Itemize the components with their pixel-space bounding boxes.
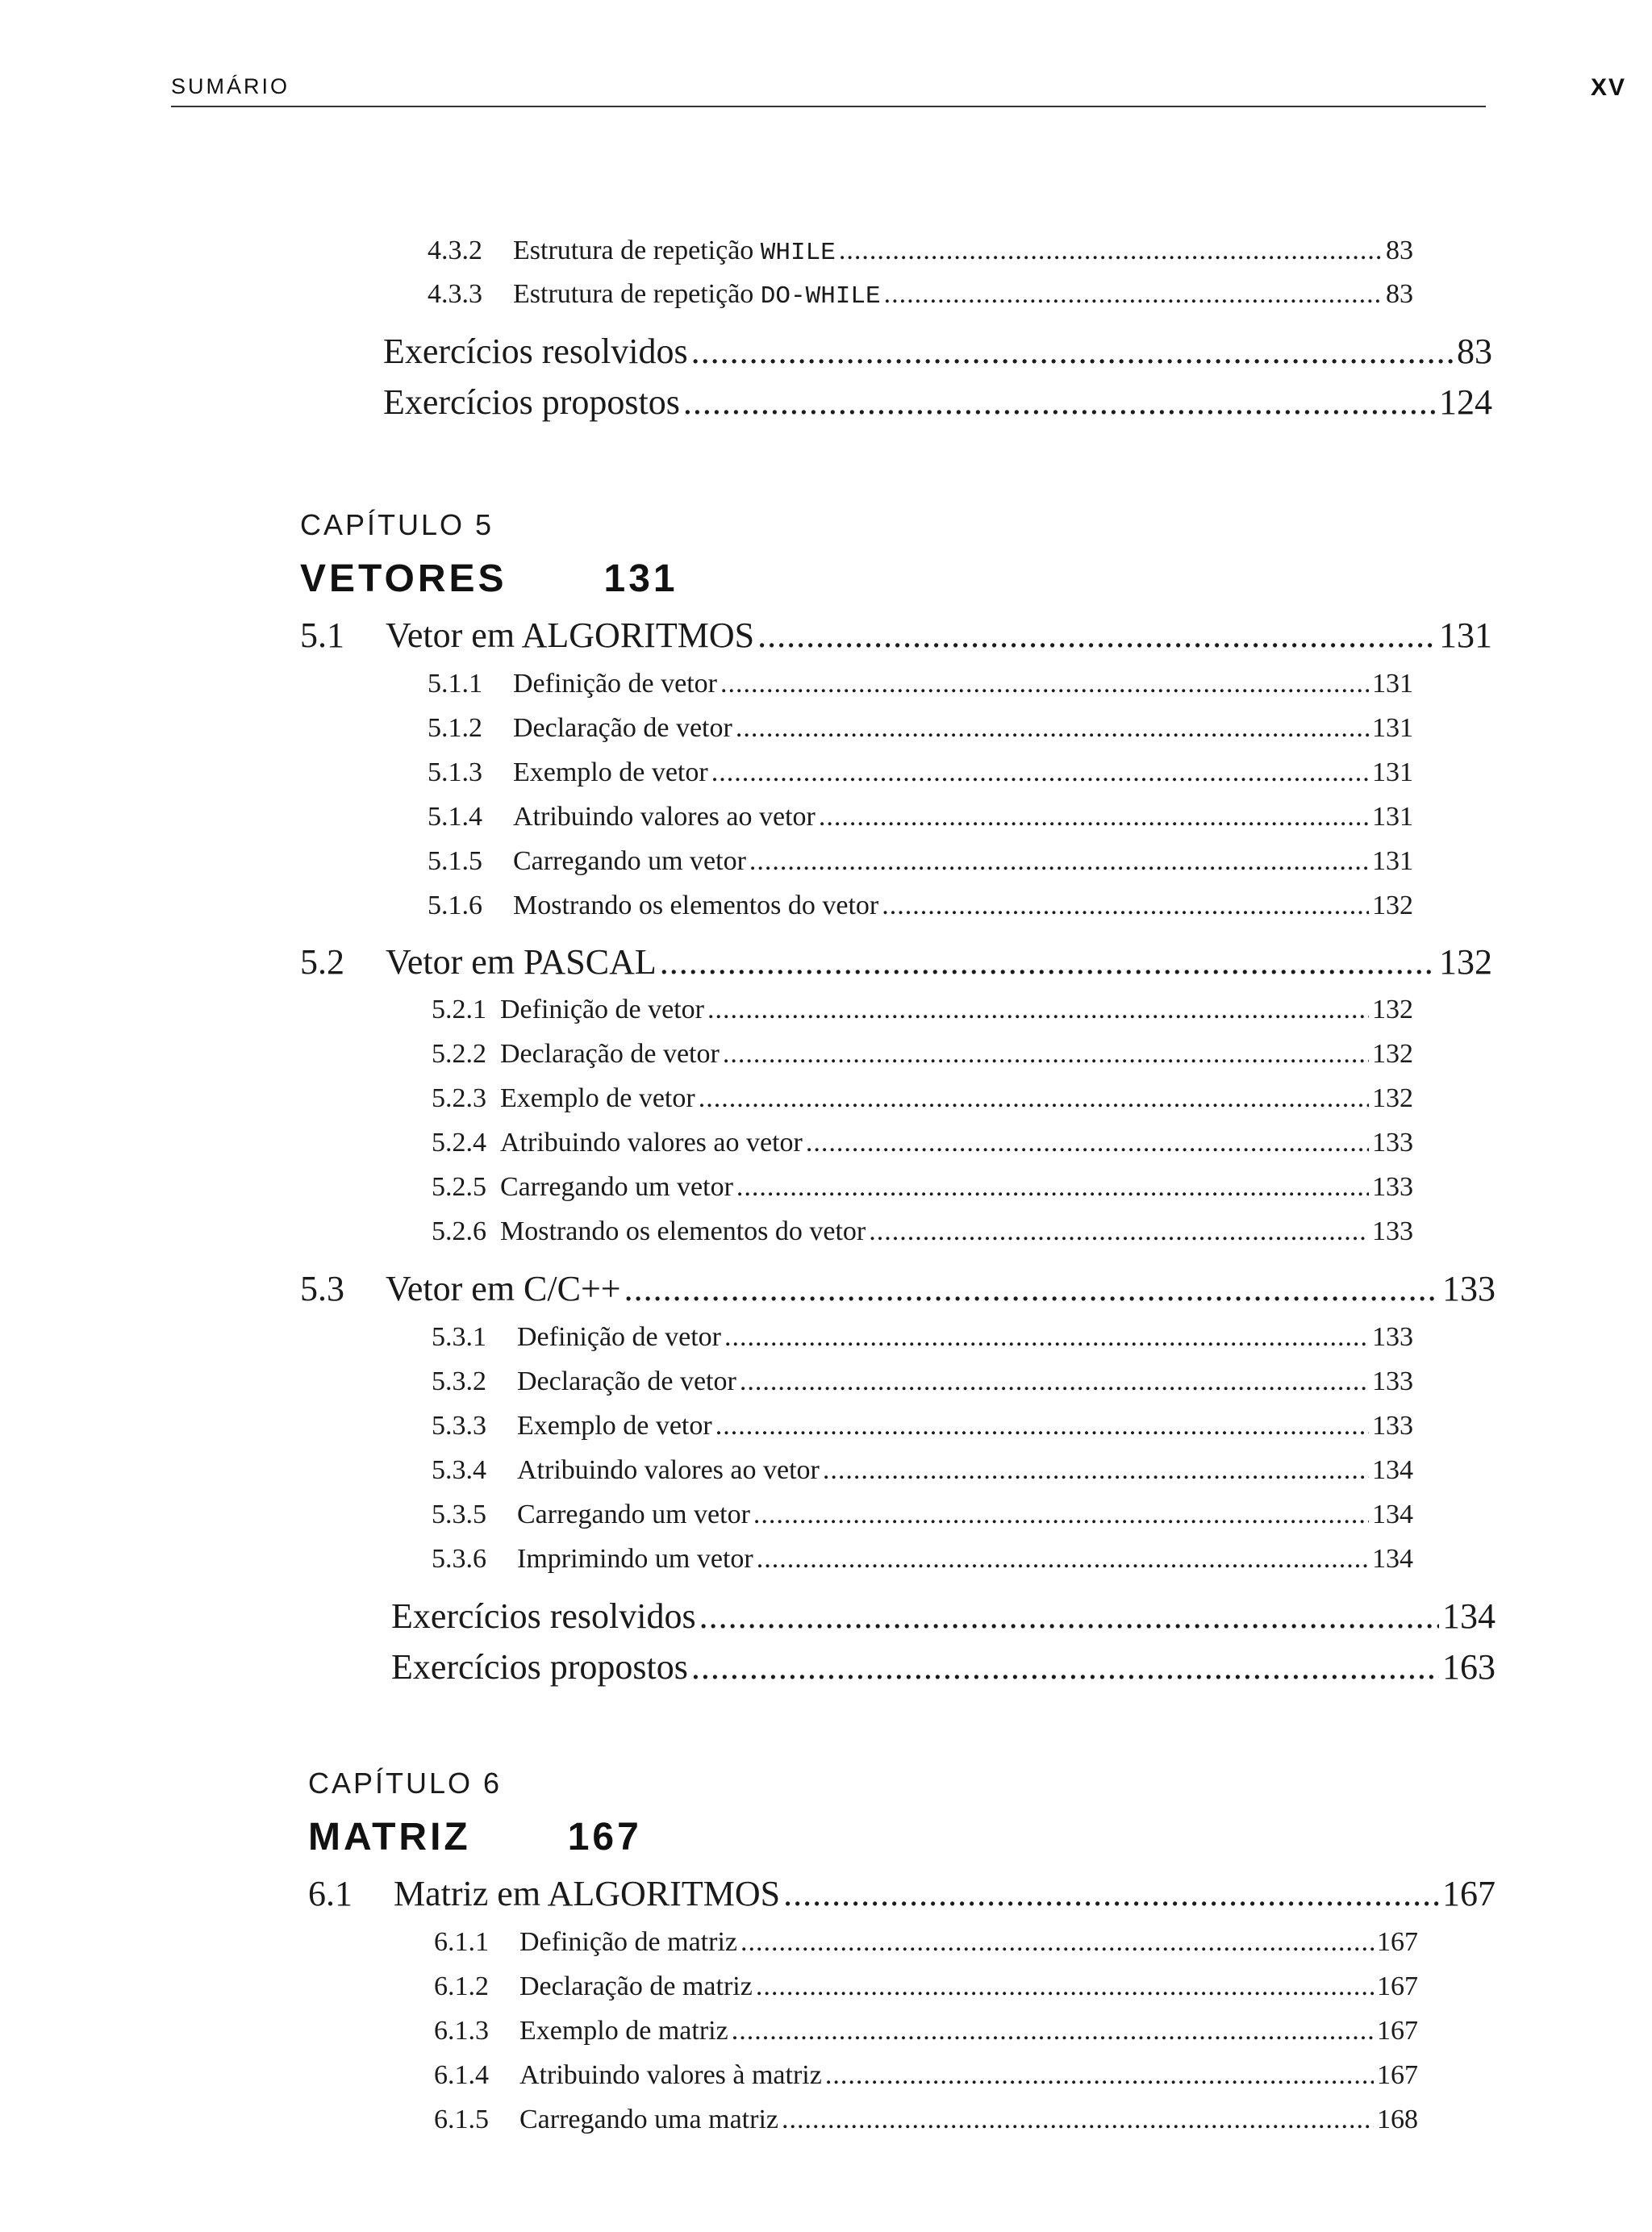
section-page: 131 <box>1439 615 1492 655</box>
leader-dots <box>882 891 1369 921</box>
toc-entry-5-1-3[interactable] <box>428 757 1413 793</box>
entry-page: 133 <box>1372 1172 1413 1202</box>
toc-entry-6-1-2[interactable] <box>434 1971 1418 2007</box>
leader-dots <box>825 2060 1374 2091</box>
header-rule <box>171 106 1486 107</box>
toc-entry-5-1-1[interactable] <box>428 669 1413 704</box>
chapter-6-page: 167 <box>567 1816 642 1859</box>
entry-page: 167 <box>1377 1971 1418 2001</box>
leader-dots <box>839 236 1383 266</box>
entry-number: 5.2.4 <box>432 1128 486 1158</box>
page-number: XV <box>1590 74 1626 101</box>
toc-entry-exercicios-resolvidos-ch4[interactable] <box>383 331 1492 376</box>
leader-dots <box>783 1873 1439 1914</box>
entry-title: Estrutura de repetição WHILE <box>513 236 836 267</box>
entry-title: Definição de vetor <box>500 995 704 1024</box>
section-page: 133 <box>1442 1269 1496 1308</box>
chapter-5-title: VETORES <box>300 557 507 600</box>
leader-dots <box>819 802 1369 832</box>
entry-title: Estrutura de repetição DO-WHILE <box>513 279 881 311</box>
entry-page: 131 <box>1372 757 1413 787</box>
entry-number: 6.1.1 <box>434 1927 489 1957</box>
entry-page: 133 <box>1372 1411 1413 1441</box>
entry-title: Exercícios propostos <box>391 1647 688 1687</box>
entry-title: Atribuindo valores ao vetor <box>517 1455 820 1485</box>
toc-section-5-2[interactable] <box>300 941 1492 987</box>
entry-page: 83 <box>1457 332 1492 371</box>
running-title: SUMÁRIO <box>171 74 290 98</box>
toc-entry-5-3-2[interactable] <box>432 1366 1413 1402</box>
toc-entry-4-3-3[interactable] <box>428 279 1413 315</box>
entry-title: Exemplo de matriz <box>519 2016 728 2046</box>
toc-entry-5-2-5[interactable] <box>432 1172 1413 1208</box>
entry-number: 5.2.5 <box>432 1172 486 1202</box>
leader-dots <box>806 1128 1369 1158</box>
entry-title: Atribuindo valores ao vetor <box>513 802 816 832</box>
entry-title: Exercícios resolvidos <box>383 332 688 371</box>
toc-section-5-1[interactable] <box>300 615 1492 660</box>
entry-page: 131 <box>1372 846 1413 876</box>
entry-number: 4.3.2 <box>428 236 482 265</box>
section-title: Matriz em ALGORITMOS <box>394 1874 781 1913</box>
chapter-6-label: CAPÍTULO 6 <box>308 1767 503 1800</box>
entry-number: 5.3.2 <box>432 1366 486 1396</box>
toc-entry-5-2-2[interactable] <box>432 1039 1413 1074</box>
entry-number: 6.1.2 <box>434 1971 489 2001</box>
entry-title: Imprimindo um vetor <box>517 1544 753 1574</box>
leader-dots <box>823 1455 1369 1486</box>
leader-dots <box>724 1322 1369 1353</box>
toc-entry-exercicios-resolvidos-ch5[interactable] <box>391 1596 1496 1641</box>
entry-page: 124 <box>1439 382 1492 422</box>
toc-entry-5-3-3[interactable] <box>432 1411 1413 1446</box>
leader-dots <box>691 331 1454 372</box>
entry-page: 167 <box>1377 1927 1418 1957</box>
entry-page: 134 <box>1442 1596 1496 1636</box>
entry-page: 167 <box>1377 2016 1418 2046</box>
chapter-5-page: 131 <box>603 557 678 600</box>
entry-page: 133 <box>1372 1216 1413 1246</box>
entry-page: 131 <box>1372 713 1413 743</box>
entry-title: Definição de matriz <box>519 1927 737 1957</box>
leader-dots <box>782 2105 1374 2135</box>
entry-number: 5.2.1 <box>432 995 486 1024</box>
toc-entry-5-1-6[interactable] <box>428 891 1413 926</box>
entry-title: Carregando um vetor <box>513 846 746 876</box>
toc-entry-5-3-5[interactable] <box>432 1500 1413 1535</box>
entry-number: 5.3.6 <box>432 1544 486 1574</box>
toc-entry-5-2-6[interactable] <box>432 1216 1413 1252</box>
entry-number: 5.2.2 <box>432 1039 486 1069</box>
section-number: 5.1 <box>300 615 344 655</box>
entry-title: Atribuindo valores ao vetor <box>500 1128 803 1158</box>
leader-dots <box>740 1927 1374 1958</box>
entry-page: 134 <box>1372 1500 1413 1529</box>
chapter-5-heading[interactable] <box>300 557 678 601</box>
entry-title: Definição de vetor <box>513 669 717 699</box>
entry-page: 168 <box>1377 2105 1418 2134</box>
entry-title: Exercícios propostos <box>383 382 680 422</box>
leader-dots <box>715 1411 1369 1441</box>
leader-dots <box>699 1083 1369 1114</box>
toc-entry-6-1-3[interactable] <box>434 2016 1418 2051</box>
leader-dots <box>723 1039 1369 1070</box>
leader-dots <box>711 757 1369 788</box>
entry-title: Exemplo de vetor <box>513 757 708 787</box>
toc-entry-5-3-1[interactable] <box>432 1322 1413 1358</box>
section-number: 5.2 <box>300 942 344 982</box>
page-header <box>171 68 1626 108</box>
entry-title: Carregando uma matriz <box>519 2105 778 2134</box>
entry-number: 5.3.4 <box>432 1455 486 1485</box>
entry-number: 6.1.5 <box>434 2105 489 2134</box>
leader-dots <box>884 279 1383 310</box>
toc-entry-5-3-6[interactable] <box>432 1544 1413 1579</box>
entry-page: 83 <box>1386 236 1413 265</box>
entry-title: Mostrando os elementos do vetor <box>500 1216 866 1246</box>
toc-section-6-1[interactable] <box>308 1873 1496 1918</box>
leader-dots <box>749 846 1369 877</box>
entry-title: Atribuindo valores à matriz <box>519 2060 822 2090</box>
toc-entry-6-1-4[interactable] <box>434 2060 1418 2096</box>
section-page: 167 <box>1442 1874 1496 1913</box>
entry-number: 4.3.3 <box>428 279 482 309</box>
entry-page: 132 <box>1372 891 1413 920</box>
entry-title: Exemplo de vetor <box>517 1411 712 1441</box>
toc-entry-5-3-4[interactable] <box>432 1455 1413 1491</box>
leader-dots <box>753 1500 1369 1530</box>
entry-number: 5.1.1 <box>428 669 482 699</box>
entry-number: 5.1.2 <box>428 713 482 743</box>
entry-number: 5.3.5 <box>432 1500 486 1529</box>
leader-dots <box>740 1366 1369 1397</box>
toc-entry-5-2-4[interactable] <box>432 1128 1413 1163</box>
section-title: Vetor em ALGORITMOS <box>386 615 755 655</box>
section-title: Vetor em C/C++ <box>386 1269 621 1308</box>
chapter-6-title: MATRIZ <box>308 1816 471 1859</box>
entry-title: Declaração de vetor <box>517 1366 736 1396</box>
entry-title: Definição de vetor <box>517 1322 721 1352</box>
toc-entry-exercicios-propostos-ch5[interactable] <box>391 1646 1496 1692</box>
entry-number: 6.1.4 <box>434 2060 489 2090</box>
entry-title: Exemplo de vetor <box>500 1083 695 1113</box>
section-title: Vetor em PASCAL <box>386 942 657 982</box>
entry-number: 5.1.3 <box>428 757 482 787</box>
entry-title: Exercícios resolvidos <box>391 1596 696 1636</box>
entry-page: 132 <box>1372 1039 1413 1069</box>
entry-title: Declaração de vetor <box>500 1039 720 1069</box>
leader-dots <box>756 1971 1374 2002</box>
entry-page: 83 <box>1386 279 1413 309</box>
toc-entry-6-1-5[interactable] <box>434 2105 1418 2140</box>
leader-dots <box>720 669 1369 699</box>
entry-title: Carregando um vetor <box>517 1500 750 1529</box>
entry-page: 163 <box>1442 1647 1496 1687</box>
entry-page: 131 <box>1372 802 1413 832</box>
leader-dots <box>757 615 1436 656</box>
entry-number: 6.1.3 <box>434 2016 489 2046</box>
entry-title: Declaração de matriz <box>519 1971 753 2001</box>
toc-entry-5-2-1[interactable] <box>432 995 1413 1030</box>
leader-dots <box>732 2016 1374 2046</box>
entry-page: 167 <box>1377 2060 1418 2090</box>
leader-dots <box>736 713 1369 744</box>
leader-dots <box>757 1544 1369 1575</box>
toc-entry-6-1-1[interactable] <box>434 1927 1418 1963</box>
entry-title: Declaração de vetor <box>513 713 732 743</box>
entry-page: 132 <box>1372 995 1413 1024</box>
leader-dots <box>736 1172 1369 1203</box>
entry-number: 5.3.3 <box>432 1411 486 1441</box>
section-page: 132 <box>1439 942 1492 982</box>
section-number: 5.3 <box>300 1269 344 1308</box>
section-number: 6.1 <box>308 1874 353 1913</box>
entry-number: 5.2.6 <box>432 1216 486 1246</box>
leader-dots <box>691 1646 1439 1688</box>
entry-number: 5.2.3 <box>432 1083 486 1113</box>
entry-title: Mostrando os elementos do vetor <box>513 891 879 920</box>
toc-entry-5-1-4[interactable] <box>428 802 1413 837</box>
toc-entry-5-1-2[interactable] <box>428 713 1413 749</box>
entry-number: 5.1.5 <box>428 846 482 876</box>
entry-page: 133 <box>1372 1366 1413 1396</box>
chapter-6-heading[interactable] <box>308 1815 642 1859</box>
leader-dots <box>660 941 1436 982</box>
entry-page: 133 <box>1372 1128 1413 1158</box>
toc-entry-4-3-2[interactable] <box>428 236 1413 271</box>
leader-dots <box>869 1216 1369 1247</box>
entry-page: 134 <box>1372 1455 1413 1485</box>
entry-page: 131 <box>1372 669 1413 699</box>
leader-dots <box>699 1596 1439 1637</box>
toc-section-5-3[interactable] <box>300 1268 1496 1313</box>
entry-number: 5.3.1 <box>432 1322 486 1352</box>
leader-dots <box>624 1268 1439 1309</box>
toc-entry-exercicios-propostos-ch4[interactable] <box>383 382 1492 427</box>
entry-page: 134 <box>1372 1544 1413 1574</box>
toc-entry-5-1-5[interactable] <box>428 846 1413 882</box>
entry-title: Carregando um vetor <box>500 1172 733 1202</box>
entry-page: 132 <box>1372 1083 1413 1113</box>
chapter-5-label: CAPÍTULO 5 <box>300 508 494 541</box>
toc-entry-5-2-3[interactable] <box>432 1083 1413 1119</box>
entry-number: 5.1.4 <box>428 802 482 832</box>
leader-dots <box>683 382 1436 423</box>
entry-number: 5.1.6 <box>428 891 482 920</box>
leader-dots <box>707 995 1369 1025</box>
entry-page: 133 <box>1372 1322 1413 1352</box>
